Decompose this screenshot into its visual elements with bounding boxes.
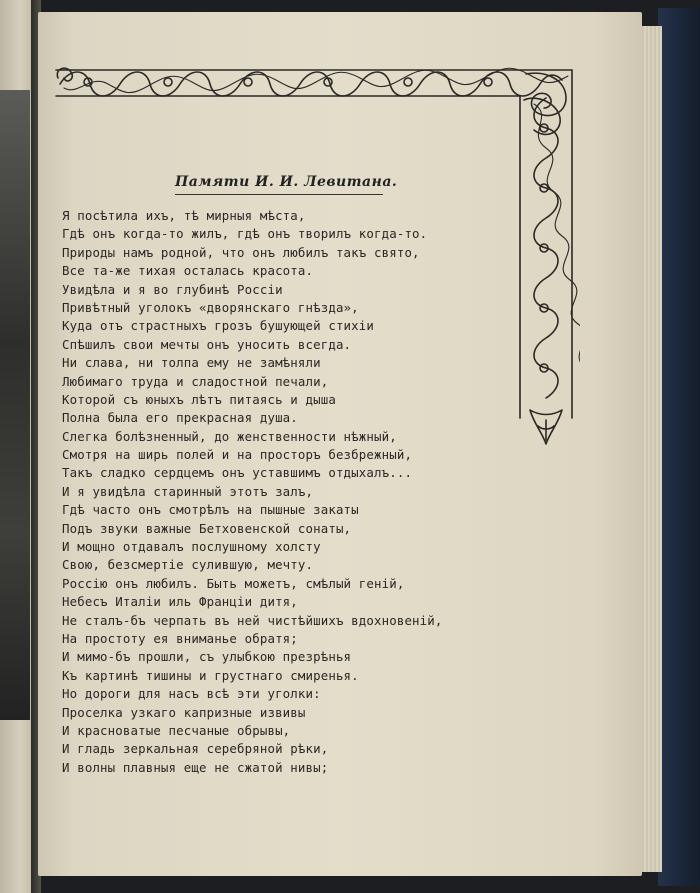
poem-line: Но дороги для насъ всѣ эти уголки: xyxy=(62,686,321,702)
poem-line: Гдѣ часто онъ смотрѣлъ на пышные закаты xyxy=(62,502,359,518)
poem-line: Подъ звуки важные Бетховенской сонаты, xyxy=(62,520,352,536)
poem-line: Такъ сладко сердцемъ онъ уставшимъ отдыхалъ... xyxy=(62,465,413,481)
poem-line: На простоту ея вниманье обратя; xyxy=(62,630,298,646)
poem-line: Увидѣла и я во глубинѣ Россіи xyxy=(62,281,283,297)
poem-line: Привѣтный уголокъ «дворянскаго гнѣзда», xyxy=(62,299,359,315)
poem-line: Полна была его прекрасная душа. xyxy=(62,410,298,426)
poem-line: Я посѣтила ихъ, тѣ мирныя мѣста, xyxy=(62,208,306,223)
poem-line: Слегка болѣзненный, до женственности нѣжный, xyxy=(62,428,397,444)
poem-line: Смотря на ширь полей и на просторъ безбрежный, xyxy=(62,447,413,463)
poem-line: Все та-же тихая осталась красота. xyxy=(62,263,314,279)
right-interlace xyxy=(534,98,580,398)
poem-line: Россію онъ любилъ. Быть можетъ, смѣлый геній, xyxy=(62,575,405,591)
top-interlace xyxy=(57,68,568,96)
poem-line: Ни слава, ни толпа ему не замѣняли xyxy=(62,355,321,371)
poem-line: Къ картинѣ тишины и грустнаго смиренья. xyxy=(62,667,359,683)
page-stack-edge xyxy=(640,26,662,872)
poem-line: Спѣшилъ свои мечты онъ уносить всегда. xyxy=(62,336,352,352)
poem-line: И красноватые песчаные обрывы, xyxy=(62,722,291,738)
poem-line: И мимо-бъ прошли, съ улыбкою презрѣнья xyxy=(62,649,352,665)
poem-line: И мощно отдавалъ послушному холсту xyxy=(62,539,321,555)
poem-text xyxy=(62,207,532,777)
poem-line: И я увидѣла старинный этотъ залъ, xyxy=(62,483,314,499)
title-underline xyxy=(175,194,383,195)
poem-line: Любимаго труда и сладостной печали, xyxy=(62,373,329,389)
book-cover-edge xyxy=(658,8,700,886)
poem-line: Гдѣ онъ когда-то жилъ, гдѣ онъ творилъ когда-то. xyxy=(62,226,428,242)
poem-title: Памяти И. И. Левитана. xyxy=(175,174,398,190)
poem-line: И волны плавныя еще не сжатой нивы; xyxy=(62,759,329,775)
poem-line: Небесъ Италіи иль Франціи дитя, xyxy=(62,594,298,610)
poem-line: Природы намъ родной, что онъ любилъ такъ свято, xyxy=(62,244,420,260)
facing-page-photograph xyxy=(0,90,30,720)
poem-line: Свою, безсмертіе сулившую, мечту. xyxy=(62,557,314,573)
poem-line: Которой съ юныхъ лѣтъ питаясь и дыша xyxy=(62,391,336,407)
poem-line: Не сталъ-бъ черпать въ ней чистѣйшихъ вдохновеній, xyxy=(62,612,443,628)
poem-line: Куда отъ страстныхъ грозъ бушующей стихіи xyxy=(62,318,375,334)
poem-line: Проселка узкаго капризные извивы xyxy=(62,704,306,720)
poem-line: И гладь зеркальная серебряной рѣки, xyxy=(62,741,329,757)
